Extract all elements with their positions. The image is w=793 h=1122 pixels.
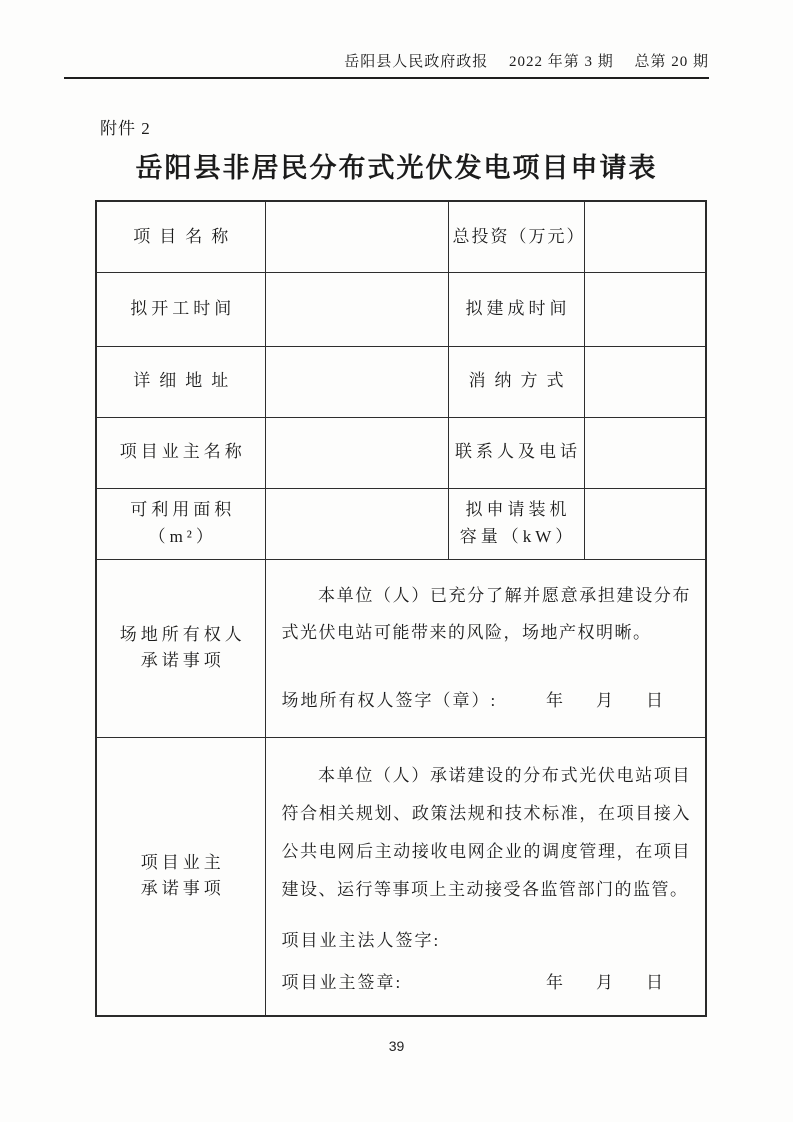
- field-value-planned-completion-time: [584, 272, 706, 346]
- field-label-contact-phone: 联系人及电话: [448, 417, 584, 488]
- year-label: 年: [546, 972, 565, 992]
- field-value-consumption-mode: [584, 346, 706, 417]
- gazette-title: 岳阳县人民政府政报: [344, 54, 489, 70]
- label-line: 场地所有权人: [119, 624, 246, 644]
- label-line: 项目业主: [140, 852, 225, 872]
- project-owner-commitment-content: [265, 737, 706, 1016]
- table-row-site-owner-commitment: [96, 559, 706, 737]
- field-value-project-name: [265, 201, 448, 272]
- field-value-planned-start-time: [265, 272, 448, 346]
- field-label-site-owner-commitment: [96, 559, 265, 737]
- page-number: 39: [388, 1038, 405, 1054]
- signature-label: 场地所有权人签字（章）:: [281, 691, 498, 710]
- table-row-project-owner-commitment: [96, 737, 706, 1016]
- month-label: 月: [596, 691, 615, 710]
- site-owner-commitment-content: [265, 559, 706, 737]
- field-label-project-name: 项目名称: [96, 201, 265, 272]
- running-head: [64, 50, 709, 79]
- table-row-address: [96, 346, 706, 417]
- field-value-usable-area: [265, 488, 448, 559]
- gazette-issue: 2022 年第 3 期: [508, 54, 614, 70]
- signature-line: [282, 686, 692, 711]
- page-title: 岳阳县非居民分布式光伏发电项目申请表: [135, 153, 658, 183]
- field-label-planned-start-time: 拟开工时间: [96, 272, 265, 346]
- date-fields: [546, 968, 691, 993]
- application-form-table: [95, 200, 707, 1017]
- field-label-project-owner-commitment: [96, 737, 265, 1016]
- day-label: 日: [646, 691, 665, 710]
- field-label-consumption-mode: 消纳方式: [448, 346, 584, 417]
- date-fields: [546, 686, 691, 711]
- day-label: 日: [646, 972, 665, 992]
- label-line: （m²）: [148, 526, 217, 546]
- field-value-total-investment: [584, 201, 706, 272]
- gazette-volume: 总第 20 期: [634, 54, 709, 70]
- signature-label: 项目业主签章:: [281, 972, 403, 992]
- label-line: 承诺事项: [140, 651, 225, 670]
- commitment-paragraph: 本单位（人）承诺建设的分布式光伏电站项目符合相关规划、政策法规和技术标准，在项目接入公共电网后主动接收电网企业的调度管理，在项目建设、运行等事项上主动接受各监管部门的监管。: [281, 765, 691, 899]
- field-label-detailed-address: 详细地址: [96, 346, 265, 417]
- table-row-usable-area: [96, 488, 706, 559]
- month-label: 月: [596, 972, 615, 992]
- signature-label: 项目业主法人签字:: [281, 930, 441, 950]
- field-value-project-owner-name: [265, 417, 448, 488]
- label-line: 承诺事项: [140, 879, 225, 899]
- table-row-project-name: [96, 201, 706, 272]
- table-row-owner-name: [96, 417, 706, 488]
- field-label-total-investment: 总投资（万元）: [448, 201, 584, 272]
- label-line: 拟申请装机: [465, 500, 571, 520]
- field-value-detailed-address: [265, 346, 448, 417]
- signature-line-legal-rep: [282, 926, 692, 951]
- field-label-project-owner-name: 项目业主名称: [96, 417, 265, 488]
- field-label-installed-capacity: [448, 488, 584, 559]
- attachment-label: 附件 2: [100, 119, 151, 138]
- field-label-usable-area: [96, 488, 265, 559]
- field-label-planned-completion-time: 拟建成时间: [448, 272, 584, 346]
- label-line: 容量（kW）: [459, 526, 577, 546]
- field-value-installed-capacity: [584, 488, 706, 559]
- table-row-start-time: [96, 272, 706, 346]
- commitment-paragraph: 本单位（人）已充分了解并愿意承担建设分布式光伏电站可能带来的风险，场地产权明晰。: [281, 586, 691, 642]
- year-label: 年: [546, 691, 565, 710]
- signature-line-owner-seal: [282, 968, 692, 993]
- field-value-contact-phone: [584, 417, 706, 488]
- label-line: 可利用面积: [130, 500, 236, 520]
